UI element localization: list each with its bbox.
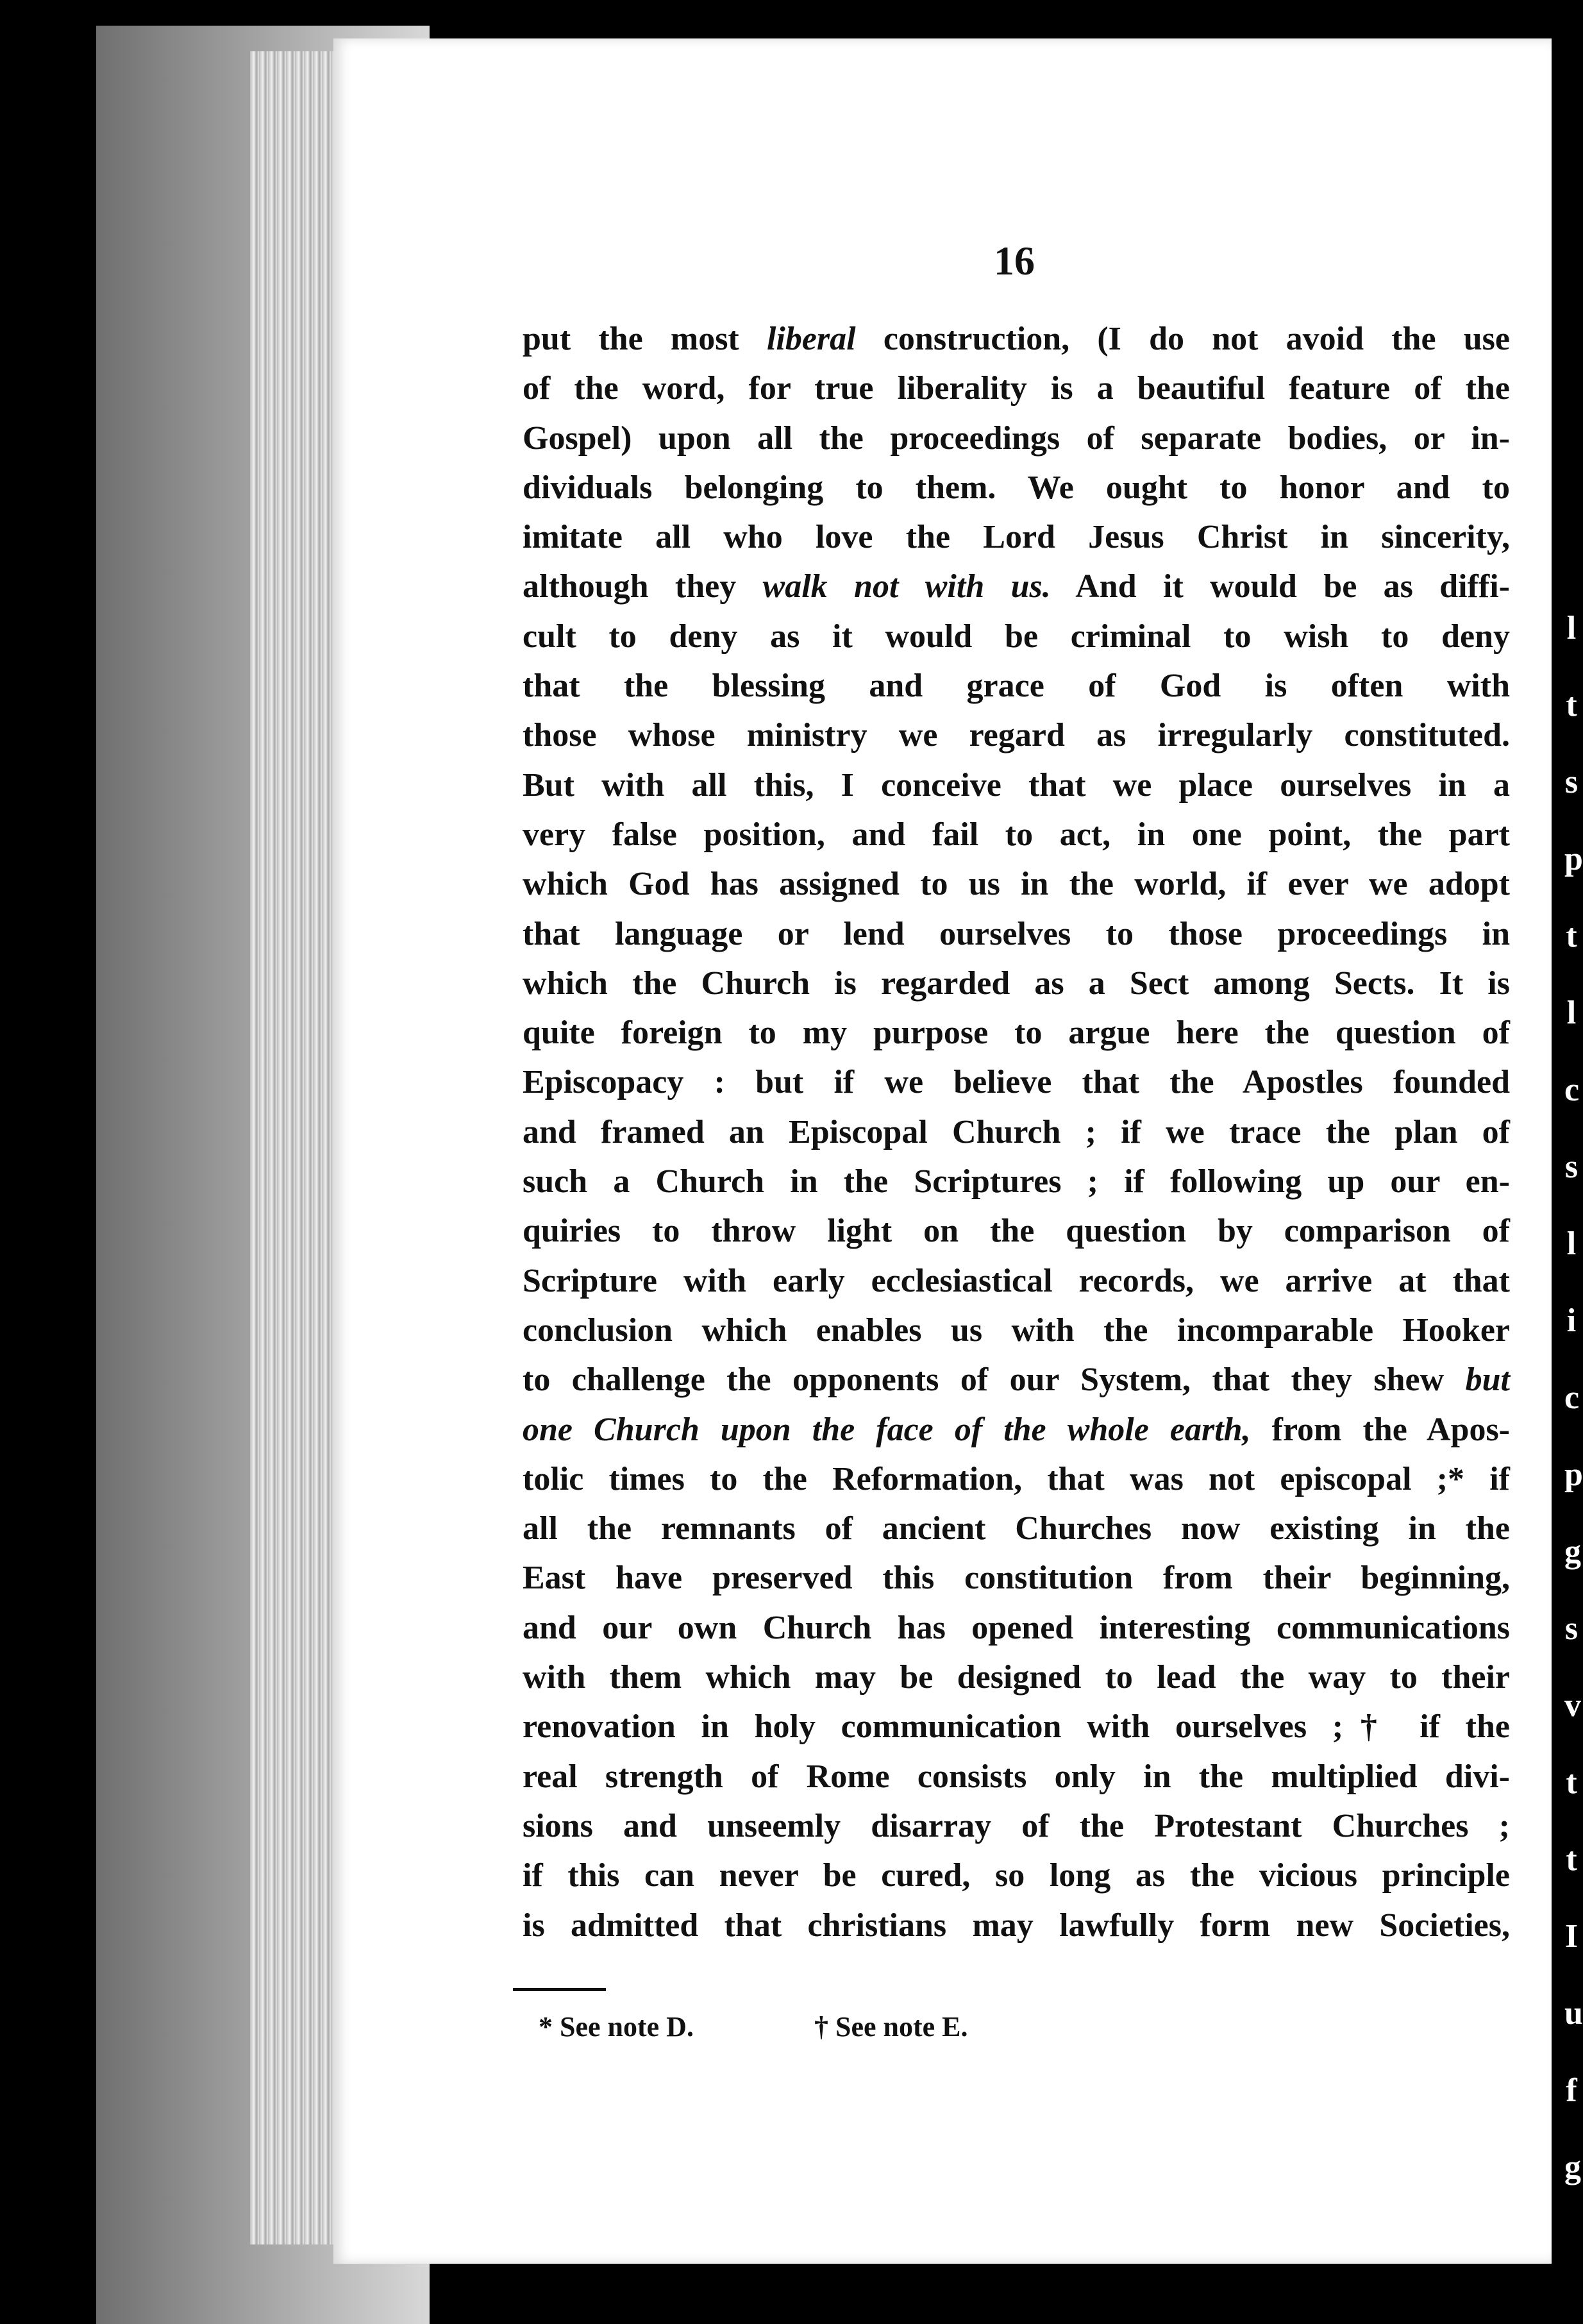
text-run: sions and unseemly disarray of the Protestant Churches ;	[523, 1807, 1510, 1844]
text-run: But with all this, I conceive that we place ourselves in a	[523, 766, 1510, 804]
facing-page-letter: c	[1564, 1379, 1580, 1416]
text-line	[523, 1008, 1510, 1057]
text-line	[523, 1256, 1510, 1306]
text-line	[523, 1801, 1510, 1851]
footnote-d: * See note D.	[539, 2011, 694, 2042]
facing-page-letter: i	[1566, 1302, 1577, 1339]
facing-page-letter: c	[1564, 1072, 1580, 1108]
facing-page-letter: p	[1564, 841, 1583, 877]
facing-page-letter: g	[1564, 1533, 1581, 1570]
facing-page-letter: l	[1566, 1225, 1577, 1262]
text-line	[523, 810, 1510, 859]
footnote-e: † See note E.	[814, 2011, 968, 2042]
text-run: very false position, and fail to act, in one point, the part	[523, 816, 1510, 853]
text-line	[523, 1355, 1510, 1404]
text-run: tolic times to the Reformation, that was not episcopal ;* if	[523, 1460, 1510, 1497]
text-line	[523, 761, 1510, 810]
text-line	[523, 1306, 1510, 1355]
text-run: Scripture with early ecclesiastical records, we arrive at that	[523, 1262, 1510, 1299]
text-run: from the Apos-	[1250, 1411, 1510, 1448]
text-line	[523, 1653, 1510, 1702]
text-line	[523, 1107, 1510, 1157]
text-run: construction, (I do not avoid the use	[855, 321, 1510, 357]
italic-text: walk not with us.	[762, 568, 1051, 605]
facing-page-letter: f	[1566, 2072, 1577, 2109]
text-run: cult to deny as it would be criminal to wish to deny	[523, 618, 1510, 655]
text-run: with them which may be designed to lead the way to their	[523, 1659, 1510, 1696]
text-run: and framed an Episcopal Church ; if we trace the plan of	[523, 1113, 1510, 1150]
text-line	[523, 1752, 1510, 1801]
text-line	[523, 959, 1510, 1008]
facing-page-letter: u	[1564, 1995, 1583, 2032]
text-run: all the remnants of ancient Churches now existing in the	[523, 1510, 1510, 1547]
facing-page-letter: t	[1566, 918, 1577, 954]
text-line	[523, 1405, 1510, 1454]
italic-text: but	[1465, 1361, 1510, 1399]
text-run: Gospel) upon all the proceedings of separate bodies, or in-	[523, 419, 1510, 457]
text-line	[523, 1702, 1510, 1751]
text-line	[523, 1901, 1510, 1950]
facing-page-letter: t	[1566, 687, 1577, 723]
facing-page-letter: s	[1564, 1610, 1579, 1647]
text-run: that language or lend ourselves to those proceedings in	[523, 915, 1510, 952]
text-line	[523, 661, 1510, 711]
text-line	[523, 1851, 1510, 1900]
text-run: which the Church is regarded as a Sect among Sects. It is	[523, 964, 1510, 1002]
text-run: imitate all who love the Lord Jesus Christ in sincerity,	[523, 519, 1510, 556]
text-run: which God has assigned to us in the world, if ever we adopt	[523, 866, 1510, 903]
text-line	[523, 463, 1510, 512]
text-line	[523, 1057, 1510, 1107]
text-run: although they	[523, 568, 763, 605]
text-run: those whose ministry we regard as irregularly constituted.	[523, 717, 1510, 754]
text-run: such a Church in the Scriptures ; if following up our en-	[523, 1163, 1510, 1200]
italic-text: one Church upon the face of the whole earth,	[523, 1411, 1251, 1448]
text-line	[523, 414, 1510, 463]
text-run: real strength of Rome consists only in the multiplied divi-	[523, 1758, 1510, 1795]
text-run: and our own Church has opened interesting communications	[523, 1609, 1510, 1646]
text-line	[523, 1157, 1510, 1206]
text-line	[523, 1504, 1510, 1553]
text-line	[523, 909, 1510, 959]
facing-page-letter: t	[1566, 1764, 1577, 1801]
facing-page-letter: t	[1566, 1841, 1577, 1878]
facing-page-letter: v	[1564, 1687, 1581, 1724]
text-line	[523, 364, 1510, 413]
text-run: if this can never be cured, so long as the vicious principle	[523, 1857, 1510, 1894]
text-run: is admitted that christians may lawfully form new Societies,	[523, 1907, 1510, 1944]
text-run: put the most	[523, 321, 767, 357]
text-line	[523, 1454, 1510, 1504]
page-number: 16	[994, 238, 1035, 283]
text-run: to challenge the opponents of our System, that they shew	[523, 1361, 1466, 1399]
text-run: quite foreign to my purpose to argue here the question of	[523, 1015, 1510, 1052]
text-run: And it would be as diffi-	[1050, 568, 1510, 605]
text-line	[523, 1206, 1510, 1256]
facing-page-letter: p	[1564, 1456, 1583, 1493]
text-line	[523, 562, 1510, 611]
text-run: East have preserved this constitution from their beginning,	[523, 1560, 1510, 1597]
text-line	[523, 1553, 1510, 1603]
footnote-rule	[513, 1988, 606, 1991]
text-run: conclusion which enables us with the incomparable Hooker	[523, 1311, 1510, 1349]
text-run: quiries to throw light on the question by comparison of	[523, 1213, 1510, 1250]
facing-page-letter: I	[1564, 1918, 1579, 1955]
facing-page-letter: s	[1564, 1149, 1579, 1185]
text-line	[523, 512, 1510, 562]
text-line	[523, 1603, 1510, 1653]
text-run: of the word, for true liberality is a beautiful feature of the	[523, 370, 1510, 407]
text-line	[523, 612, 1510, 661]
text-run: dividuals belonging to them. We ought to honor and to	[523, 469, 1510, 506]
text-run: Episcopacy : but if we believe that the Apostles founded	[523, 1064, 1510, 1101]
facing-page-letter: l	[1566, 995, 1577, 1031]
italic-text: liberal	[766, 321, 856, 357]
facing-page-letter: g	[1564, 2149, 1581, 2185]
text-run: renovation in holy communication with ourselves ;† if the	[523, 1708, 1510, 1746]
text-line	[523, 859, 1510, 909]
facing-page-letter: s	[1564, 764, 1579, 800]
body-text	[523, 314, 1510, 1950]
text-line	[523, 711, 1510, 760]
facing-page-letter: l	[1566, 610, 1577, 646]
text-line	[523, 314, 1510, 364]
text-run: that the blessing and grace of God is often with	[523, 668, 1510, 705]
